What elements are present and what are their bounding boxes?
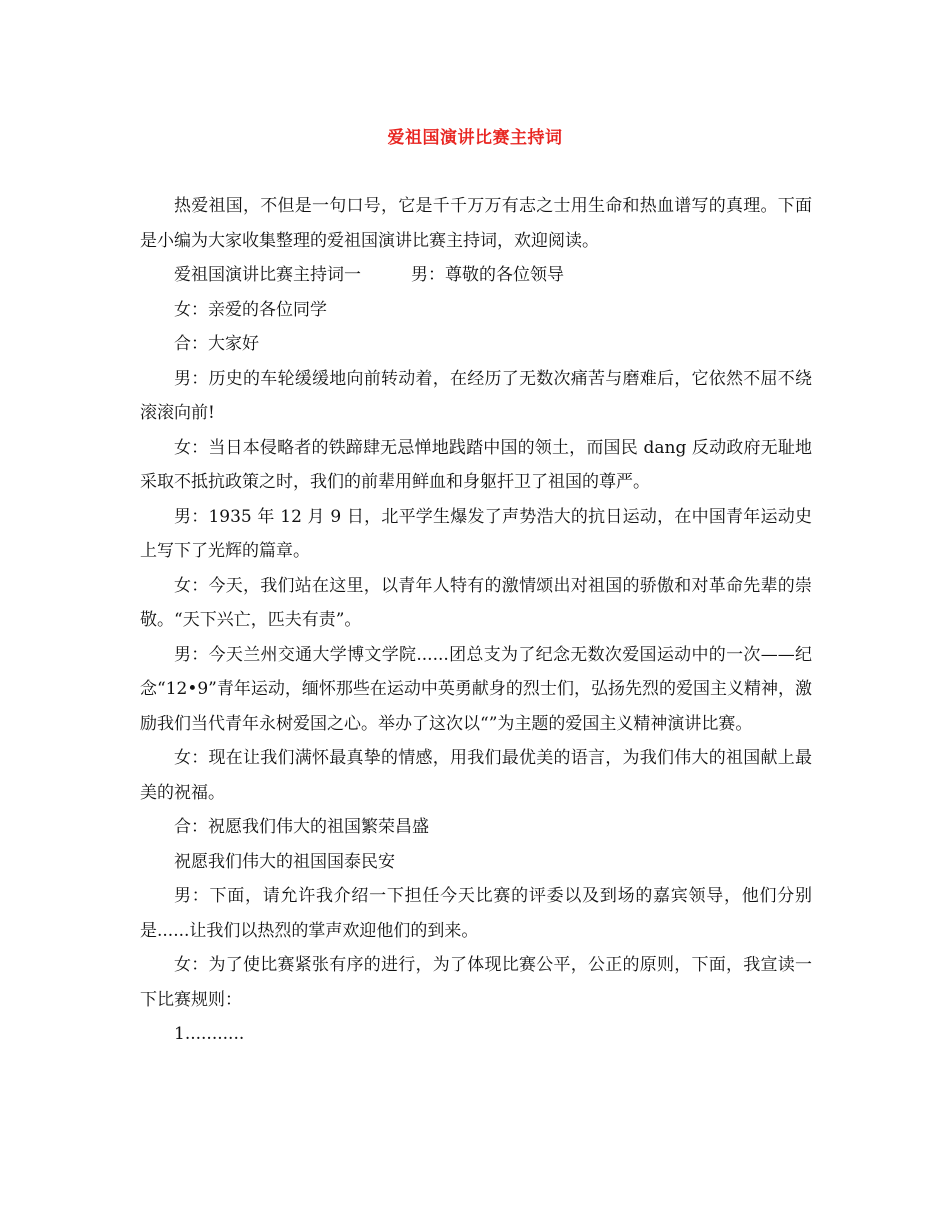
line-male-1935: 男：1935 年 12 月 9 日，北平学生爆发了声势浩大的抗日运动，在中国青年运动史上写下了光辉的篇章。: [140, 506, 812, 561]
line-together-blessing-1: 合：祝愿我们伟大的祖国繁荣昌盛: [174, 817, 429, 837]
line-male-history: 男：历史的车轮缓缓地向前转动着，在经历了无数次痛苦与磨难后，它依然不屈不绕滚滚向前!: [140, 368, 812, 423]
line-female-rules: 女：为了使比赛紧张有序的进行，为了体现比赛公平，公正的原则，下面，我宣读一下比赛规则：: [140, 955, 812, 1010]
line-female-blessing: 女：现在让我们满怀最真挚的情感，用我们最优美的语言，为我们伟大的祖国献上最美的祝福。: [140, 748, 812, 803]
paragraph-section-heading: [140, 258, 812, 293]
line-male-greeting: 男：尊敬的各位领导: [411, 265, 564, 285]
line-together-greeting: 合：大家好: [174, 334, 259, 354]
line-female-today: 女：今天，我们站在这里，以青年人特有的激情颂出对祖国的骄傲和对革命先辈的崇敬。“天下兴亡，匹夫有责”。: [140, 575, 812, 630]
document-body: [140, 189, 812, 1052]
line-female-invasion: 女：当日本侵略者的铁蹄肆无忌惮地践踏中国的领土，而国民 dang 反动政府无耻地采取不抵抗政策之时，我们的前辈用鲜血和身躯扞卫了祖国的尊严。: [140, 437, 812, 492]
section-heading: 爱祖国演讲比赛主持词一: [174, 265, 361, 285]
line-together-blessing-2: 祝愿我们伟大的祖国国泰民安: [174, 851, 395, 872]
document-title: 爱祖国演讲比赛主持词: [387, 128, 563, 148]
line-rule-1: 1...........: [174, 1024, 245, 1044]
line-female-greeting: 女：亲爱的各位同学: [174, 299, 327, 320]
line-male-event: 男：今天兰州交通大学博文学院......团总支为了纪念无数次爱国运动中的一次——纪念“12•9”青年运动，缅怀那些在运动中英勇献身的烈士们，弘扬先烈的爱国主义精神，激励我们当代青年永树爱国之心。举办了这次以“”为主题的爱国主义精神演讲比赛。: [140, 644, 812, 734]
line-male-judges: 男：下面，请允许我介绍一下担任今天比赛的评委以及到场的嘉宾领导，他们分别是......让我们以热烈的掌声欢迎他们的到来。: [140, 886, 812, 941]
paragraph-intro: 热爱祖国，不但是一句口号，它是千千万万有志之士用生命和热血谱写的真理。下面是小编为大家收集整理的爱祖国演讲比赛主持词，欢迎阅读。: [140, 196, 812, 251]
